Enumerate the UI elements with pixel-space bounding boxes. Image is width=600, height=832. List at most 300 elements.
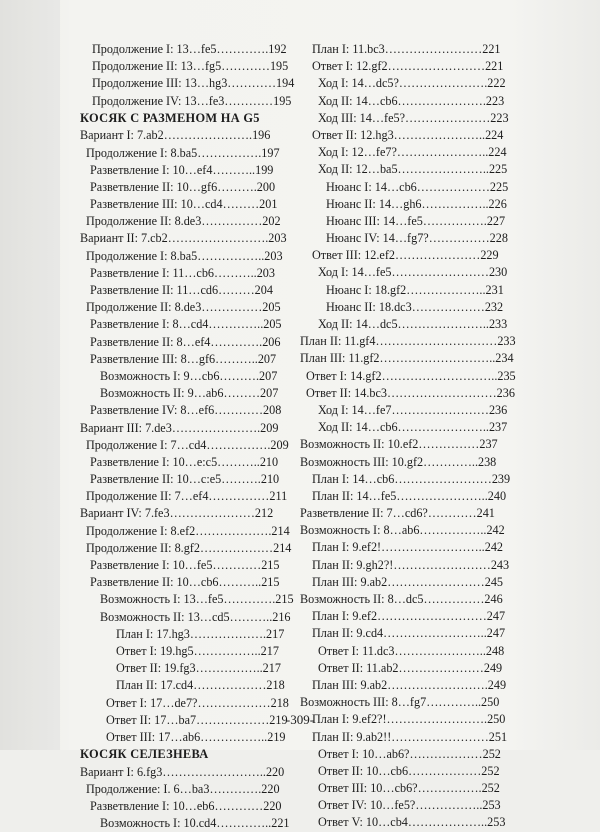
- toc-page-number: 220: [265, 764, 285, 779]
- toc-leader-dots: …………..: [216, 816, 272, 831]
- toc-page-number: 221: [485, 59, 504, 74]
- toc-page-number: 233: [497, 334, 516, 349]
- toc-entry-label: Ход I: 14…fe5: [318, 265, 392, 280]
- toc-page-number: 253: [482, 798, 501, 813]
- toc-entry: [80, 420, 294, 437]
- toc-entry: [80, 368, 294, 385]
- toc-page-number: 199: [255, 162, 274, 177]
- toc-leader-dots: …………………..: [397, 317, 489, 331]
- toc-entry: [300, 436, 504, 453]
- toc-page-number: 248: [485, 643, 505, 658]
- toc-page-number: 210: [259, 454, 279, 469]
- toc-leader-dots: ……….: [217, 179, 257, 194]
- toc-entry: [80, 591, 294, 608]
- toc-page-number: 203: [268, 231, 287, 246]
- toc-leader-dots: …………: [427, 506, 477, 521]
- toc-entry-label: Продолжение I: 8.ba5: [86, 145, 198, 160]
- toc-entry-label: Разветвление I: 11…cb6: [90, 265, 215, 280]
- toc-page-number: 217: [262, 661, 281, 676]
- toc-page-number: 243: [490, 557, 510, 572]
- toc-entry-label: Разветвление I: 10…fe5: [90, 558, 213, 573]
- toc-entry-label: Возможность I: 8…ab6: [300, 523, 420, 538]
- toc-entry: [80, 437, 294, 454]
- toc-entry-label: Продолжение II: 8.gf2: [86, 540, 200, 555]
- toc-entry-label: Возможность I: 13…fe5: [100, 592, 224, 607]
- toc-entry: [80, 58, 294, 75]
- toc-entry: [300, 144, 507, 161]
- toc-entry: [300, 539, 504, 556]
- toc-leader-dots: …………………..: [394, 643, 486, 658]
- toc-entry-label: План III: 9.ab2: [312, 677, 388, 692]
- toc-entry-label: План II: 9.gh2?!: [312, 557, 394, 572]
- toc-entry: [300, 299, 504, 316]
- toc-page-number: 249: [483, 660, 503, 675]
- toc-entry: [300, 746, 504, 763]
- toc-leader-dots: ……………………: [387, 59, 486, 74]
- page-shadow: [0, 0, 60, 750]
- toc-leader-dots: ………………………..: [381, 368, 498, 383]
- toc-entry: [80, 695, 294, 712]
- toc-entry-label: Нюанс II: 14…gh6: [326, 196, 422, 211]
- toc-entry-label: Разветвление III: 10…cd4: [90, 197, 223, 212]
- toc-leader-dots: ………..: [218, 575, 262, 590]
- toc-leader-dots: ……………………: [391, 402, 489, 417]
- toc-leader-dots: ……………….: [189, 626, 267, 641]
- toc-entry-label: Разветвление I: 10…ef4: [90, 162, 213, 177]
- toc-entry-label: Нюанс I: 18.gf2: [326, 282, 407, 297]
- toc-entry-label: Продолжение I: 8.ef2: [86, 523, 196, 538]
- toc-entry: [300, 454, 504, 471]
- toc-entry: [80, 815, 294, 832]
- toc-entry-label: Вариант II: 7.cb2: [80, 231, 168, 246]
- toc-entry: [300, 763, 504, 780]
- toc-entry-label: Возможность III: 8…fg7: [300, 695, 427, 710]
- toc-entry: [300, 729, 508, 746]
- toc-entry: [80, 41, 294, 58]
- toc-leader-dots: ……………: [208, 489, 270, 504]
- toc-entry: [300, 643, 504, 660]
- toc-page-number: 217: [266, 626, 285, 641]
- toc-entry-label: Вариант IV: 7.fe3: [80, 506, 170, 521]
- toc-page-number: 237: [479, 437, 498, 452]
- toc-entry: [80, 316, 294, 333]
- toc-page-number: 247: [486, 609, 506, 624]
- toc-page-number: 196: [252, 128, 271, 143]
- toc-entry-label: Возможность I: 9…cb6: [100, 368, 220, 383]
- toc-entry-label: Нюанс I: 14…cb6: [326, 179, 417, 194]
- toc-leader-dots: ………..: [214, 265, 257, 280]
- toc-page-number: 215: [275, 592, 294, 607]
- toc-entry: [80, 230, 294, 247]
- toc-entry: [80, 299, 294, 316]
- toc-leader-dots: ……………………: [384, 42, 483, 56]
- toc-entry-label: План I: 9.ef2: [312, 609, 378, 624]
- toc-entry: [80, 385, 294, 402]
- toc-entry-label: Разветвление I: 8…cd4: [90, 317, 209, 332]
- toc-entry: [80, 351, 294, 368]
- toc-leader-dots: ……………………: [394, 471, 492, 486]
- toc-entry: [300, 522, 504, 539]
- toc-entry-label: Ответ III: 12.ef2: [312, 248, 395, 263]
- toc-leader-dots: ………………: [193, 678, 267, 693]
- toc-entry-label: Ответ III: 17…ab6: [106, 729, 201, 744]
- toc-leader-dots: …………….: [422, 213, 487, 228]
- toc-entry-label: Ход I: 14…dc5?: [318, 76, 399, 91]
- toc-leader-dots: ………………: [409, 746, 483, 761]
- page-number: -309-: [285, 712, 315, 727]
- toc-entry: [80, 660, 294, 677]
- toc-entry: [80, 248, 294, 265]
- toc-leader-dots: …………………..: [397, 420, 489, 435]
- toc-entry: [300, 58, 504, 75]
- toc-entry-label: План II: 9.cd4: [312, 626, 384, 641]
- toc-leader-dots: ………………….: [163, 128, 253, 143]
- toc-entry-label: Ход II: 14…cb6: [318, 420, 398, 435]
- toc-leader-dots: …………………….: [386, 712, 488, 727]
- toc-page-number: 218: [270, 695, 289, 710]
- toc-leader-dots: …………………….: [387, 677, 488, 692]
- toc-page-number: 195: [273, 93, 292, 108]
- toc-entry: [300, 264, 508, 281]
- toc-entry: [80, 93, 294, 110]
- toc-page-number: 197: [261, 145, 280, 160]
- toc-page-number: 227: [486, 213, 506, 228]
- toc-page-number: 224: [488, 145, 507, 160]
- toc-entry-label: Нюанс III: 14…fe5: [326, 213, 423, 228]
- section-heading: КОСЯК СЕЛЕЗНЕВА: [80, 747, 209, 762]
- toc-leader-dots: ……………: [201, 214, 263, 229]
- toc-entry-label: Ответ I: 14.gf2: [306, 368, 382, 383]
- toc-entry: [300, 814, 504, 831]
- toc-entry-label: План I: 9.ef2!: [312, 540, 382, 555]
- toc-page-number: 221: [271, 816, 290, 831]
- toc-leader-dots: ……….: [221, 472, 261, 487]
- toc-leader-dots: …………………….: [167, 231, 269, 246]
- toc-leader-dots: …………….: [417, 781, 482, 796]
- toc-entry-label: План I: 14…cb6: [312, 471, 395, 486]
- toc-entry: [300, 282, 504, 299]
- toc-entry-label: План III: 9.ab2: [312, 574, 388, 589]
- toc-entry: [80, 764, 294, 781]
- toc-leader-dots: ……………..: [197, 248, 265, 263]
- toc-entry: [80, 574, 294, 591]
- toc-entry-label: Ход II: 12…ba5: [318, 162, 398, 177]
- toc-page-number: 223: [485, 93, 505, 108]
- toc-entry-label: Ход II: 14…dc5: [318, 317, 398, 331]
- toc-entry: [300, 557, 510, 574]
- toc-page-number: 207: [257, 351, 277, 366]
- toc-page-number: 239: [491, 471, 511, 486]
- toc-entry: [300, 230, 508, 247]
- toc-page-number: 223: [490, 110, 509, 125]
- toc-leader-dots: ………………….: [171, 420, 261, 435]
- toc-leader-dots: ……………..: [415, 798, 483, 813]
- toc-entry-label: Вариант I: 7.ab2: [80, 128, 164, 143]
- toc-page-number: 194: [276, 76, 295, 91]
- toc-entry-label: Ответ IV: 10…fe5?: [318, 798, 416, 813]
- toc-entry-label: Продолжение IV: 13…fe3: [92, 93, 225, 108]
- toc-leader-dots: ………: [223, 386, 261, 401]
- toc-entry-label: Ответ II: 10…cb6: [318, 763, 409, 778]
- toc-entry: [300, 797, 504, 814]
- toc-page-number: 219: [269, 712, 288, 727]
- toc-entry-label: Ход II: 14…cb6: [318, 93, 398, 108]
- toc-entry: [300, 368, 516, 385]
- toc-entry: [300, 213, 504, 230]
- toc-entry: [80, 626, 294, 643]
- toc-entry: [300, 402, 508, 419]
- toc-entry: [80, 213, 294, 230]
- toc-leader-dots: ………………: [416, 179, 490, 194]
- toc-leader-dots: …………………..: [396, 145, 489, 160]
- toc-entry: [300, 316, 508, 333]
- toc-leader-dots: ………………: [199, 540, 274, 555]
- toc-page-number: 207: [260, 386, 279, 401]
- toc-page-number: 229: [480, 248, 499, 263]
- toc-entry-label: Продолжение II: 13…fg5: [92, 59, 222, 74]
- toc-page-number: 235: [497, 368, 516, 383]
- toc-entry: [300, 75, 504, 92]
- toc-entry-label: Ход III: 14…fe5?: [318, 110, 405, 125]
- toc-page-number: 241: [476, 506, 495, 521]
- toc-entry: [300, 385, 515, 402]
- toc-leader-dots: …………………..: [396, 488, 488, 503]
- toc-leader-dots: ……….: [219, 368, 260, 383]
- toc-entry-label: План II: 9.ab2!!: [312, 729, 392, 744]
- toc-entry-label: План II: 11.gf4: [300, 334, 376, 349]
- toc-leader-dots: ……………: [428, 231, 490, 246]
- toc-leader-dots: ………….: [223, 592, 276, 607]
- toc-page-number: 224: [485, 127, 504, 142]
- toc-leader-dots: ……………………..: [381, 540, 485, 555]
- toc-entry-label: Разветвление I: 10…e:c5: [90, 454, 218, 469]
- toc-entry-label: Разветвление III: 8…gf6: [90, 351, 216, 366]
- toc-leader-dots: …………………: [404, 110, 491, 125]
- toc-entry: [300, 574, 504, 591]
- section-heading: КОСЯК С РАЗМЕНОМ НА G5: [80, 110, 260, 125]
- toc-entry-label: Продолжение: I. 6…ba3: [86, 781, 210, 796]
- toc-page-number: 205: [263, 317, 282, 332]
- toc-entry-label: Разветвление II: 7…cd6?: [300, 506, 428, 521]
- toc-leader-dots: ………………………: [377, 609, 487, 624]
- toc-page-number: 219: [267, 729, 286, 744]
- toc-leader-dots: …………: [212, 558, 262, 573]
- toc-entry: [300, 196, 507, 213]
- toc-entry-label: План III: 11.gf2: [300, 351, 380, 366]
- toc-page-number: 214: [273, 540, 292, 555]
- toc-entry-label: Ответ II: 12.hg3: [312, 127, 394, 142]
- toc-entry: [300, 505, 504, 522]
- toc-leader-dots: ……………………: [391, 265, 489, 280]
- toc-leader-dots: …………………: [395, 248, 481, 263]
- toc-leader-dots: …………………………: [375, 334, 498, 349]
- toc-entry-label: Ответ II: 14.bc3: [306, 385, 387, 400]
- toc-leader-dots: ……………………: [393, 557, 491, 572]
- toc-page-number: 238: [477, 454, 497, 469]
- toc-page-number: 252: [481, 763, 500, 778]
- toc-leader-dots: …………….: [206, 437, 271, 452]
- toc-page-number: 234: [495, 351, 514, 366]
- toc-entry-label: Нюанс II: 18.dc3: [326, 299, 412, 314]
- toc-page-number: 214: [271, 523, 290, 538]
- toc-page-number: 201: [259, 197, 278, 212]
- toc-entry-label: Вариант III: 7.de3: [80, 420, 172, 435]
- toc-page-number: 202: [262, 214, 281, 229]
- toc-page-number: 218: [266, 678, 285, 693]
- toc-page-number: 220: [261, 781, 280, 796]
- toc-entry: [80, 127, 294, 144]
- toc-entry: [80, 523, 294, 540]
- toc-entry-label: Продолжение I: 13…fe5: [92, 42, 217, 56]
- toc-page-number: 195: [269, 59, 289, 74]
- toc-leader-dots: ………..: [212, 162, 256, 177]
- toc-leader-dots: …………………: [398, 660, 484, 675]
- toc-entry-label: Продолжение III: 13…hg3: [92, 76, 228, 91]
- toc-page-number: 250: [487, 712, 506, 727]
- toc-entry-label: Возможность II: 10.ef2: [300, 437, 419, 452]
- toc-entry: [300, 488, 507, 505]
- toc-entry-label: Ответ II: 19.fg3: [116, 661, 196, 676]
- toc-entry: [80, 162, 294, 179]
- toc-entry: [300, 179, 509, 196]
- toc-entry-label: Возможность II: 13…cd5: [100, 609, 230, 624]
- toc-entry: [300, 41, 504, 58]
- toc-page-number: 220: [263, 799, 282, 814]
- toc-page-number: 225: [488, 162, 508, 177]
- toc-entry-label: Возможность I: 10.cd4: [100, 816, 217, 831]
- toc-leader-dots: ………..: [215, 351, 258, 366]
- toc-entry: [80, 505, 294, 522]
- toc-leader-dots: …………: [227, 76, 277, 91]
- toc-page-number: 252: [481, 781, 500, 796]
- toc-page-number: 230: [488, 265, 508, 280]
- toc-entry: [80, 609, 294, 626]
- toc-leader-dots: ………..: [217, 454, 260, 469]
- toc-page-number: 253: [487, 815, 506, 830]
- toc-entry: [80, 471, 294, 488]
- toc-entry-label: Разветвление IV: 8…ef6: [90, 403, 215, 418]
- toc-entry: [80, 179, 294, 196]
- toc-entry-label: Разветвление II: 11…cd6: [90, 283, 219, 298]
- toc-page-number: 231: [485, 282, 504, 297]
- toc-entry: [80, 265, 294, 282]
- toc-entry-label: Продолжение II: 7…ef4: [86, 489, 209, 504]
- toc-leader-dots: ……………: [423, 592, 485, 606]
- toc-entry-label: Разветвление I: 10…eb6: [90, 799, 215, 814]
- toc-leader-dots: …………………..: [393, 127, 486, 142]
- toc-leader-dots: …………..: [208, 317, 264, 332]
- toc-entry: [300, 350, 514, 367]
- toc-leader-dots: ……………..: [195, 661, 263, 676]
- toc-entry-label: Продолжение I: 8.ba5: [86, 248, 198, 263]
- toc-leader-dots: ………: [222, 197, 260, 212]
- toc-entry-label: Ответ I: 19.hg5: [116, 643, 194, 658]
- toc-entry: [300, 161, 508, 178]
- toc-leader-dots: ………………………..: [379, 351, 496, 366]
- toc-leader-dots: ………….: [210, 334, 263, 349]
- toc-entry: [80, 781, 294, 798]
- toc-page-number: 252: [482, 746, 501, 761]
- toc-entry-label: Продолжение II: 8.de3: [86, 214, 202, 229]
- toc-entry-label: Ответ II: 11.ab2: [318, 660, 399, 675]
- toc-page-number: 215: [261, 575, 280, 590]
- toc-entry-label: Разветвление II: 8…ef4: [90, 334, 211, 349]
- toc-leader-dots: ……………….: [195, 523, 272, 538]
- toc-leader-dots: ………….: [216, 42, 269, 56]
- toc-page-number: 206: [262, 334, 281, 349]
- toc-leader-dots: ……………………: [387, 574, 485, 589]
- toc-entry: [300, 591, 504, 608]
- toc-entry: [300, 333, 516, 350]
- toc-entry-label: План I: 9.ef2?!: [312, 712, 387, 727]
- toc-leader-dots: ………………….: [398, 76, 488, 91]
- toc-entry-label: Ответ I: 12.gf2: [312, 59, 388, 74]
- toc-page-number: 236: [496, 385, 515, 400]
- toc-entry-label: План I: 11.bc3: [312, 42, 385, 56]
- toc-entry: [300, 608, 504, 625]
- toc-entry-label: План II: 17.cd4: [116, 678, 194, 693]
- toc-leader-dots: ……………: [201, 300, 263, 315]
- toc-leader-dots: ……………………..: [383, 626, 487, 641]
- toc-page-number: 192: [268, 42, 287, 56]
- toc-entry-label: Ответ V: 10…cb4: [318, 815, 408, 830]
- toc-page-number: 226: [488, 196, 507, 211]
- toc-page-number: 209: [260, 420, 279, 435]
- toc-page-number: 209: [270, 437, 289, 452]
- toc-leader-dots: ………..: [229, 609, 273, 624]
- toc-entry-label: Возможность II: 8…dc5: [300, 592, 424, 606]
- toc-page-number: 242: [484, 540, 503, 555]
- toc-entry: [80, 540, 294, 557]
- toc-leader-dots: ………………..: [406, 282, 486, 297]
- toc-leader-dots: …………..: [426, 695, 482, 710]
- toc-leader-dots: ……………………: [391, 729, 489, 744]
- toc-page-number: 232: [484, 299, 504, 314]
- toc-leader-dots: ………: [218, 283, 255, 298]
- toc-page-number: 247: [486, 626, 506, 641]
- toc-leader-dots: ………………: [197, 695, 271, 710]
- toc-entry: [80, 282, 294, 299]
- toc-leader-dots: ……………………..: [162, 764, 266, 779]
- toc-leader-dots: …………: [221, 59, 270, 74]
- toc-entry: [300, 110, 509, 127]
- toc-entry: [300, 471, 511, 488]
- toc-entry: [300, 625, 504, 642]
- toc-entry-label: Ответ II: 17…ba7: [106, 712, 197, 727]
- toc-leader-dots: …………: [214, 403, 263, 418]
- toc-entry: [80, 454, 294, 471]
- toc-page-number: 236: [488, 402, 508, 417]
- toc-entry: [80, 402, 294, 419]
- toc-entry: [300, 419, 508, 436]
- toc-page-number: 203: [256, 265, 275, 280]
- toc-entry: [80, 145, 294, 162]
- toc-page-number: 250: [481, 695, 500, 710]
- toc-leader-dots: …………: [224, 93, 274, 108]
- toc-leader-dots: ………………..: [407, 815, 488, 830]
- toc-entry-label: Вариант I: 6.fg3: [80, 764, 163, 779]
- toc-page-number: 215: [261, 558, 280, 573]
- toc-leader-dots: …………………..: [397, 162, 489, 177]
- toc-leader-dots: ……………..: [200, 729, 268, 744]
- toc-leader-dots: …………: [214, 799, 264, 814]
- toc-leader-dots: ……………..: [419, 523, 487, 538]
- toc-page-number: 208: [263, 403, 282, 418]
- toc-page-number: 242: [486, 523, 505, 538]
- toc-page-number: 203: [264, 248, 283, 263]
- toc-entry: [80, 557, 294, 574]
- toc-entry-label: Разветвление II: 10…c:e5: [90, 472, 222, 487]
